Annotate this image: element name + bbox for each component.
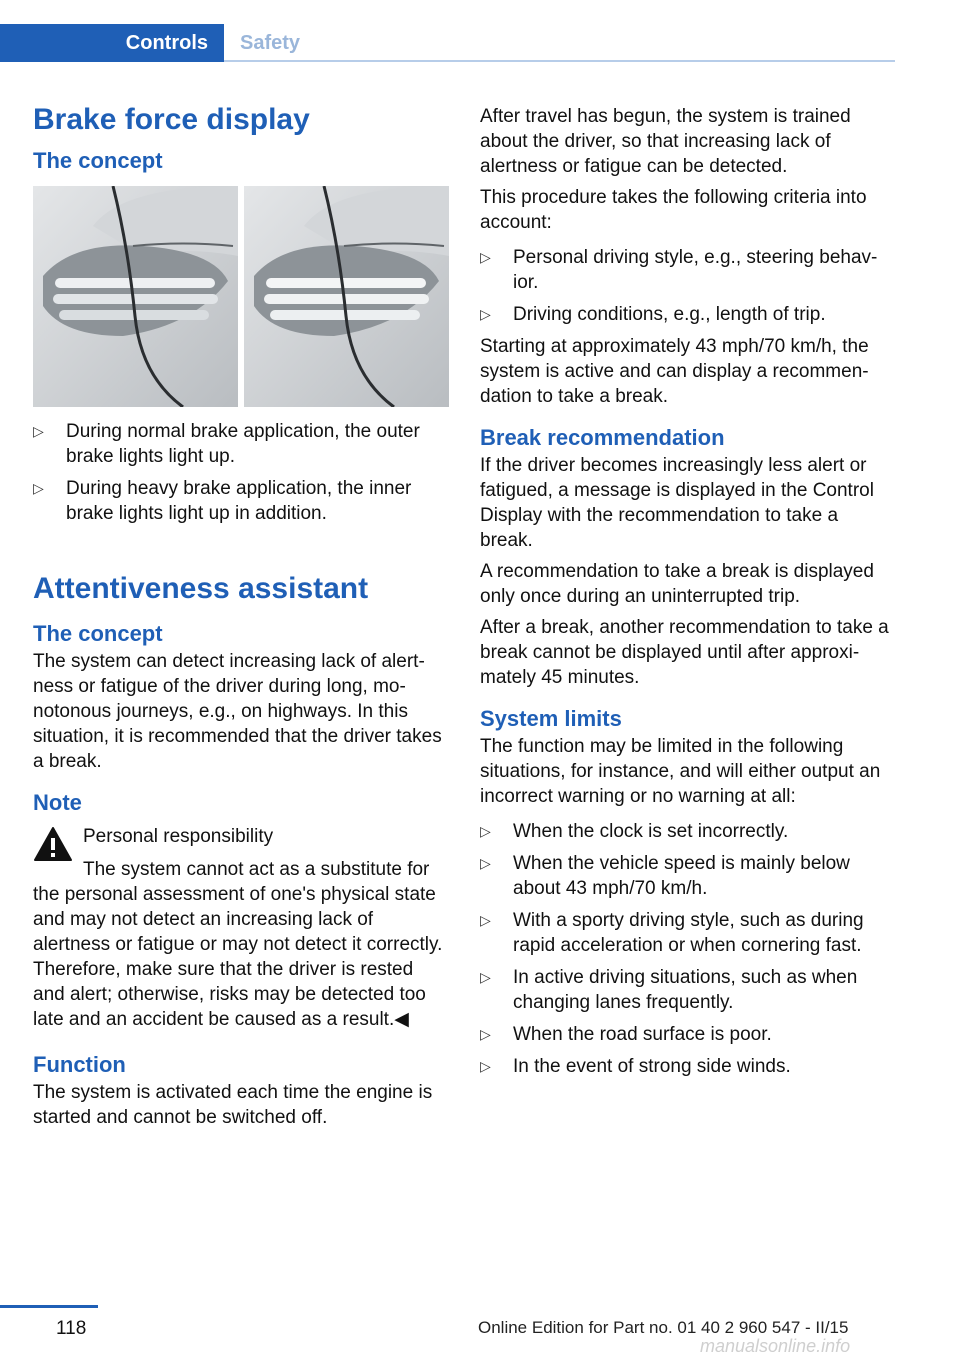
footer-accent-line bbox=[0, 1305, 98, 1308]
list-item: ▷ In active driving situations, such as when changing lanes frequently. bbox=[480, 967, 858, 1013]
break-text-1: If the driver becomes increasingly less alert or fatigued, a message is displayed in the Control Display with the recommendation to take a break. bbox=[480, 455, 874, 551]
tail-light-image-heavy bbox=[244, 186, 449, 407]
list-item: ▷ When the road surface is poor. bbox=[480, 1024, 772, 1045]
brake-concept-heading: The concept bbox=[33, 148, 163, 173]
bullet-triangle-icon: ▷ bbox=[480, 969, 491, 985]
criteria-intro: This procedure takes the following criteria into account: bbox=[480, 187, 867, 233]
training-text: After travel has begun, the system is trained about the driver, so that increasing lack of alertness or fatigue can be detected. bbox=[480, 106, 851, 177]
break-recommendation-heading: Break recommendation bbox=[480, 425, 725, 450]
brake-force-title: Brake force display bbox=[33, 103, 310, 136]
brake-light-list bbox=[33, 419, 449, 526]
tab-controls[interactable]: Controls bbox=[0, 24, 224, 62]
list-item: ▷ During normal brake application, the outer brake lights light up. bbox=[33, 421, 420, 467]
list-item: ▷ When the vehicle speed is mainly below about 43 mph/70 km/h. bbox=[480, 853, 850, 899]
watermark: manualsonline.info bbox=[700, 1336, 851, 1356]
attentiveness-concept-text: The system can detect increasing lack of alertness or fatigue of the driver during long, monotonous journeys, e.g., on highways. In this situation, it is recommended that the driver takes a break. bbox=[33, 651, 442, 772]
break-text-2: A recommendation to take a break is displayed only once during an uninterrupted trip. bbox=[480, 561, 874, 607]
function-heading: Function bbox=[33, 1052, 126, 1077]
section-tabs bbox=[0, 24, 895, 62]
warning-triangle-icon bbox=[33, 826, 73, 862]
bullet-triangle-icon: ▷ bbox=[480, 1026, 491, 1042]
note-title: Personal responsibility bbox=[83, 826, 274, 847]
note-heading: Note bbox=[33, 790, 82, 815]
break-text-3: After a break, another recommendation to take a break cannot be displayed until after approximately 45 minutes. bbox=[480, 617, 889, 688]
bullet-triangle-icon: ▷ bbox=[480, 306, 491, 322]
activation-speed-text: Starting at approximately 43 mph/70 km/h, the system is active and can display a recommendation to take a break. bbox=[480, 336, 869, 407]
bullet-triangle-icon: ▷ bbox=[480, 1058, 491, 1074]
tail-light-illustration bbox=[33, 186, 449, 407]
note-text: The system cannot act as a substitute for the personal assessment of one's physical state and may not detect an increasing lack of alertness or fatigue or may not detect it correctly. Therefore, make sure that the driver is rested and alert; otherwise, risks may be detected too late and an accident be caused as a result.◀ bbox=[33, 859, 443, 1030]
limits-list bbox=[480, 819, 896, 1079]
bullet-triangle-icon: ▷ bbox=[480, 855, 491, 871]
list-item: ▷ Driving conditions, e.g., length of trip. bbox=[480, 304, 826, 325]
bullet-triangle-icon: ▷ bbox=[480, 249, 491, 265]
page-number: 118 bbox=[56, 1318, 87, 1339]
system-limits-intro: The function may be limited in the following situations, for instance, and will either output an incorrect warning or no warning at all: bbox=[480, 736, 881, 807]
tail-light-image-normal bbox=[33, 186, 238, 407]
list-item: ▷ When the clock is set incorrectly. bbox=[480, 821, 789, 842]
attentiveness-concept-heading: The concept bbox=[33, 621, 163, 646]
tab-underline bbox=[224, 60, 895, 62]
function-text: The system is activated each time the engine is started and cannot be switched off. bbox=[33, 1082, 433, 1128]
list-item: ▷ With a sporty driving style, such as during rapid acceleration or when cornering fast. bbox=[480, 910, 864, 956]
edition-text: Online Edition for Part no. 01 40 2 960 547 - II/15 bbox=[478, 1318, 849, 1337]
right-column bbox=[480, 104, 896, 1086]
list-item: ▷ During heavy brake application, the inner brake lights light up in addition. bbox=[33, 478, 412, 524]
system-limits-heading: System limits bbox=[480, 706, 622, 731]
list-item: ▷ In the event of strong side winds. bbox=[480, 1056, 791, 1077]
attentiveness-title: Attentiveness assistant bbox=[33, 572, 369, 605]
bullet-triangle-icon: ▷ bbox=[480, 823, 491, 839]
criteria-list bbox=[480, 245, 896, 327]
list-item: ▷ Personal driving style, e.g., steering behavior. bbox=[480, 247, 878, 293]
left-column bbox=[33, 100, 449, 1130]
bullet-triangle-icon: ▷ bbox=[480, 912, 491, 928]
bullet-triangle-icon: ▷ bbox=[33, 423, 44, 439]
tab-safety[interactable]: Safety bbox=[240, 32, 301, 54]
bullet-triangle-icon: ▷ bbox=[33, 480, 44, 496]
